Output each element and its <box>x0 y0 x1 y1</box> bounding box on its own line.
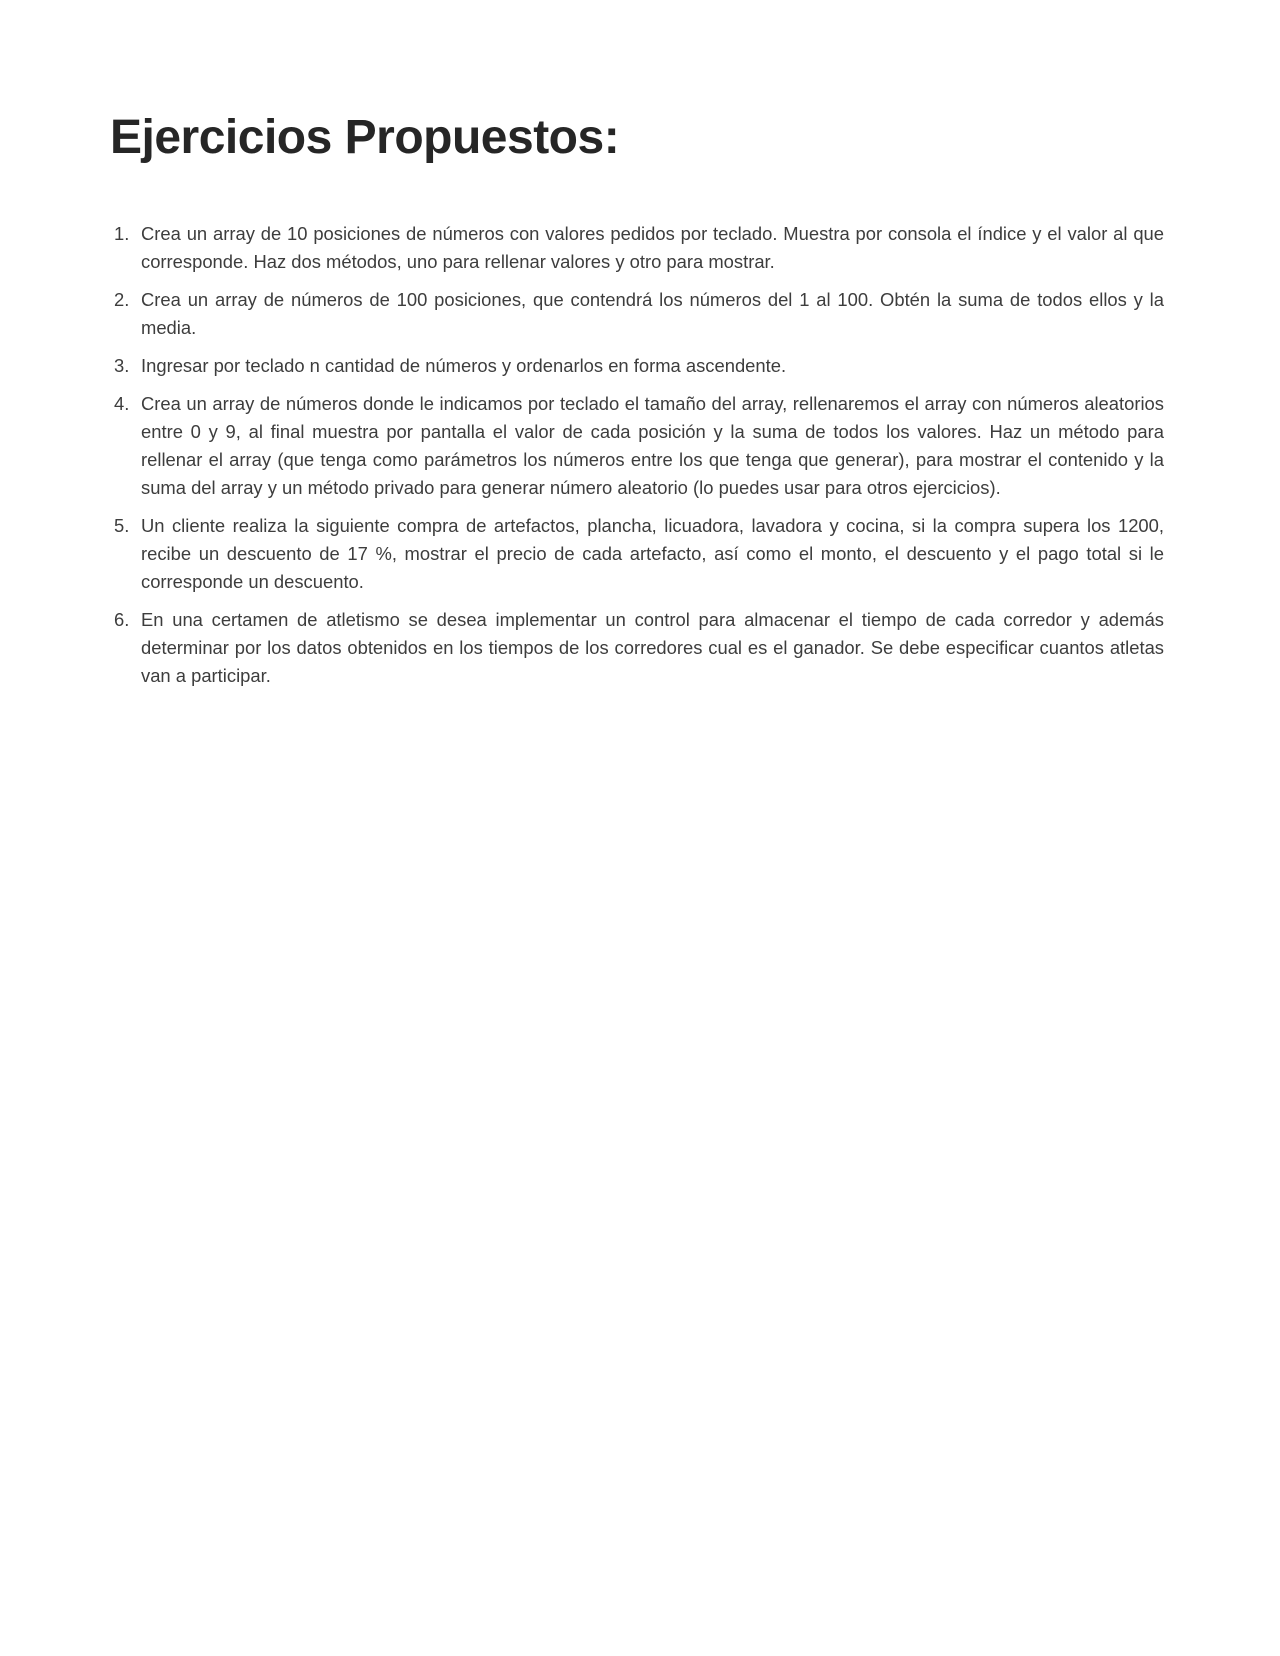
exercise-item-2 <box>110 286 1164 342</box>
exercise-number: 2. <box>114 289 130 310</box>
document-page <box>110 108 1164 700</box>
exercise-item-1 <box>110 220 1164 276</box>
exercise-text: Ingresar por teclado n cantidad de números y ordenarlos en forma ascendente. <box>141 355 787 376</box>
exercise-text: Crea un array de números de 100 posiciones, que contendrá los números del 1 al 100. Obtén la suma de todos ellos y la media. <box>141 289 1164 338</box>
exercise-item-3 <box>110 352 1164 380</box>
page-title: Ejercicios Propuestos: <box>110 111 620 164</box>
exercise-text: En una certamen de atletismo se desea implementar un control para almacenar el tiempo de cada corredor y además determinar por los datos obtenidos en los tiempos de los corredores cual es el ganador. Se debe especificar cuantos atletas van a participar. <box>141 609 1164 686</box>
exercise-text: Crea un array de números donde le indicamos por teclado el tamaño del array, rellenaremos el array con números aleatorios entre 0 y 9, al final muestra por pantalla el valor de cada posición y la suma de todos los valores. Haz un método para rellenar el array (que tenga como parámetros los números entre los que tenga que generar), para mostrar el contenido y la suma del array y un método privado para generar número aleatorio (lo puedes usar para otros ejercicios). <box>141 393 1164 498</box>
exercise-number: 6. <box>114 609 130 630</box>
exercise-number: 4. <box>114 393 130 414</box>
exercise-number: 5. <box>114 515 130 536</box>
exercise-number: 1. <box>114 223 130 244</box>
exercise-item-4 <box>110 390 1164 502</box>
exercise-item-5 <box>110 512 1164 596</box>
exercise-text: Un cliente realiza la siguiente compra de artefactos, plancha, licuadora, lavadora y cocina, si la compra supera los 1200, recibe un descuento de 17 %, mostrar el precio de cada artefacto, así como el monto, el descuento y el pago total si le corresponde un descuento. <box>141 515 1164 592</box>
exercise-list <box>110 220 1164 690</box>
exercise-item-6 <box>110 606 1164 690</box>
exercise-number: 3. <box>114 355 130 376</box>
exercise-text: Crea un array de 10 posiciones de números con valores pedidos por teclado. Muestra por consola el índice y el valor al que corresponde. Haz dos métodos, uno para rellenar valores y otro para mostrar. <box>141 223 1164 272</box>
